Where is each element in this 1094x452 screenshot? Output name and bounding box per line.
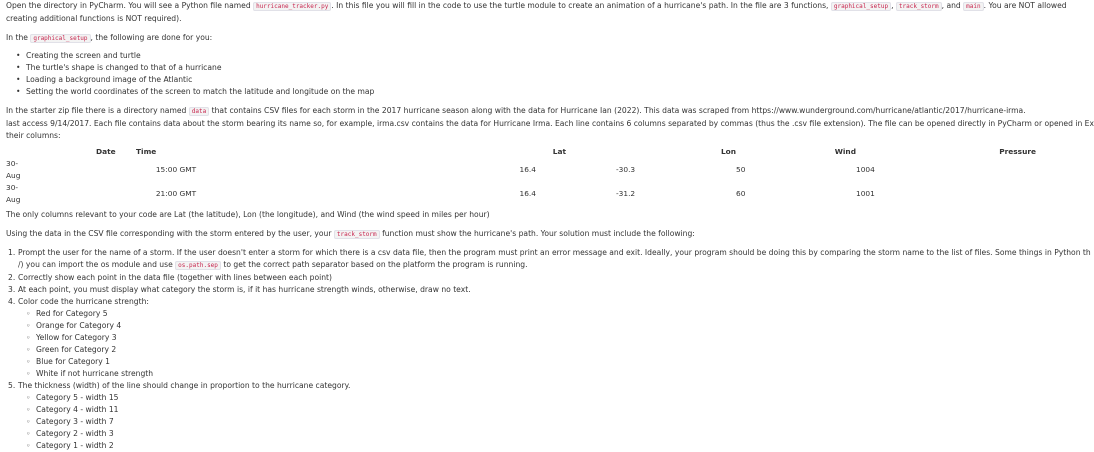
requirements-list bbox=[6, 247, 1091, 452]
setup-item: • Creating the screen and turtle bbox=[6, 50, 1024, 62]
requirement-2 bbox=[6, 272, 1024, 284]
requirement-1-text-2: /) you can import the os module and use bbox=[18, 260, 176, 269]
requirement-1-text-3: to get the correct path separator based on the platform the program is running. bbox=[220, 260, 528, 269]
color-code-item: ◦ Orange for Category 4 bbox=[6, 320, 1024, 332]
table-header-row bbox=[6, 146, 1076, 158]
table-row bbox=[6, 182, 1076, 206]
setup-item: • Loading a background image of the Atlantic bbox=[6, 74, 1024, 86]
setup-item: • The turtle's shape is changed to that of a hurricane bbox=[6, 62, 1024, 74]
track-storm-code-2: track_storm bbox=[334, 230, 380, 239]
track-storm-code: track_storm bbox=[896, 2, 942, 11]
using-text-1: Using the data in the CSV file corresponding with the storm entered by the user, your bbox=[6, 229, 334, 238]
cell-pressure: 1001 bbox=[856, 189, 875, 198]
cell-lon: -30.3 bbox=[616, 165, 636, 174]
requirement-number: 5. bbox=[8, 381, 16, 390]
cell-lon: -31.2 bbox=[616, 189, 636, 198]
intro-text-1: Open the directory in PyCharm. You will see a Python file named bbox=[6, 1, 254, 10]
cell-wind: 50 bbox=[736, 165, 746, 174]
setup-intro-text-2: , the following are done for you: bbox=[90, 33, 213, 42]
table-row bbox=[6, 158, 1076, 182]
requirement-number: 4. bbox=[8, 297, 16, 306]
requirement-number: 1. bbox=[8, 248, 16, 257]
line-width-item: ◦ Category 3 - width 7 bbox=[6, 416, 1024, 428]
line-width-item: ◦ Category 1 - width 2 bbox=[6, 440, 1024, 452]
intro-sep: , bbox=[891, 1, 896, 10]
cell-lat: 16.4 bbox=[519, 189, 536, 198]
setup-item: • Setting the world coordinates of the screen to match the latitude and longitude on the map bbox=[6, 86, 1024, 98]
requirement-5-text: The thickness (width) of the line should change in proportion to the hurricane category. bbox=[18, 381, 351, 390]
data-paragraph-line-3: their columns: bbox=[6, 131, 61, 140]
using-text-2: function must show the hurricane's path. Your solution must include the following: bbox=[379, 229, 695, 238]
intro-line-1 bbox=[6, 0, 1067, 13]
cell-pressure: 1004 bbox=[856, 165, 875, 174]
wunderground-link[interactable]: https://www.wunderground.com/hurricane/atlantic/2017/hurricane-irma bbox=[751, 106, 1024, 115]
cell-lat: 16.4 bbox=[519, 165, 536, 174]
line-width-list bbox=[6, 392, 1024, 452]
requirement-4 bbox=[6, 296, 1024, 380]
line-width-item: ◦ Category 2 - width 3 bbox=[6, 428, 1024, 440]
header-time: Time bbox=[136, 147, 157, 156]
data-paragraph-line-2: last access 9/14/2017. Each file contains data about the storm bearing its name so, for example, irma.csv contains the data for Hurricane Irma. Each line contains 6 columns separated by commas (thus the .csv file extension). The file can be opened directly in PyCharm or opened in Ex bbox=[6, 119, 1094, 128]
requirement-1 bbox=[6, 247, 1091, 272]
requirement-number: 2. bbox=[8, 273, 16, 282]
requirement-4-text: Color code the hurricane strength: bbox=[18, 297, 149, 306]
header-date: Date bbox=[96, 147, 116, 156]
graphical-setup-code-2: graphical_setup bbox=[30, 34, 90, 43]
requirement-3-text: At each point, you must display what category the storm is, if it has hurricane strength winds, otherwise, draw no text. bbox=[18, 285, 471, 294]
setup-intro bbox=[6, 32, 1024, 45]
header-lat: Lat bbox=[552, 147, 566, 156]
setup-list bbox=[6, 50, 1024, 98]
requirement-5 bbox=[6, 380, 1024, 452]
cell-wind: 60 bbox=[736, 189, 746, 198]
file-name-code: hurricane_tracker.py bbox=[253, 2, 331, 11]
line-width-item: ◦ Category 4 - width 11 bbox=[6, 404, 1024, 416]
os-path-sep-code: os.path.sep bbox=[175, 261, 221, 270]
setup-intro-text-1: In the bbox=[6, 33, 31, 42]
requirement-1-text-1: Prompt the user for the name of a storm. If the user doesn't enter a storm for which there is a csv data file, then the program must print an error message and exit. Ideally, your program should be doing this by comparing the storm name to the list of files. Some things in Python th bbox=[18, 248, 1091, 257]
requirement-2-text: Correctly show each point in the data file (together with lines between each point) bbox=[18, 273, 332, 282]
cell-time: 21:00 GMT bbox=[155, 189, 197, 198]
requirement-number: 3. bbox=[8, 285, 16, 294]
data-para-text-3: . bbox=[1023, 106, 1026, 115]
header-pressure: Pressure bbox=[999, 147, 1036, 156]
intro-line-2: creating additional functions is NOT required). bbox=[6, 14, 182, 23]
main-code: main bbox=[963, 2, 983, 11]
intro-text-3: , and bbox=[941, 1, 964, 10]
data-dir-code: data bbox=[189, 107, 209, 116]
graphical-setup-code: graphical_setup bbox=[831, 2, 891, 11]
header-wind: Wind bbox=[834, 147, 856, 156]
color-code-item: ◦ White if not hurricane strength bbox=[6, 368, 1024, 380]
color-code-item: ◦ Blue for Category 1 bbox=[6, 356, 1024, 368]
cell-time: 15:00 GMT bbox=[155, 165, 197, 174]
data-para-text-2: that contains CSV files for each storm in the 2017 hurricane season along with the data for Hurricane Ian (2022). This data was scraped from bbox=[209, 106, 752, 115]
line-width-item: ◦ Category 5 - width 15 bbox=[6, 392, 1024, 404]
intro-text-2: . In this file you will fill in the code to use the turtle module to create an animation of a hurricane's path. In the file are 3 functions, bbox=[331, 1, 831, 10]
requirement-3 bbox=[6, 284, 1024, 296]
color-code-item: ◦ Yellow for Category 3 bbox=[6, 332, 1024, 344]
header-lon: Lon bbox=[720, 147, 736, 156]
cell-date: 30-Aug bbox=[6, 159, 21, 180]
intro-text-4: . You are NOT allowed bbox=[983, 1, 1067, 10]
using-data-paragraph bbox=[6, 228, 1024, 241]
relevant-columns-text: The only columns relevant to your code are Lat (the latitude), Lon (the longitude), and Wind (the wind speed in miles per hour) bbox=[6, 210, 490, 219]
color-code-list bbox=[6, 308, 1024, 380]
cell-date: 30-Aug bbox=[6, 183, 21, 204]
color-code-item: ◦ Green for Category 2 bbox=[6, 344, 1024, 356]
csv-sample-table bbox=[6, 146, 1076, 206]
color-code-item: ◦ Red for Category 5 bbox=[6, 308, 1024, 320]
data-para-text-1: In the starter zip file there is a directory named bbox=[6, 106, 189, 115]
data-paragraph-line-1 bbox=[6, 105, 1024, 118]
